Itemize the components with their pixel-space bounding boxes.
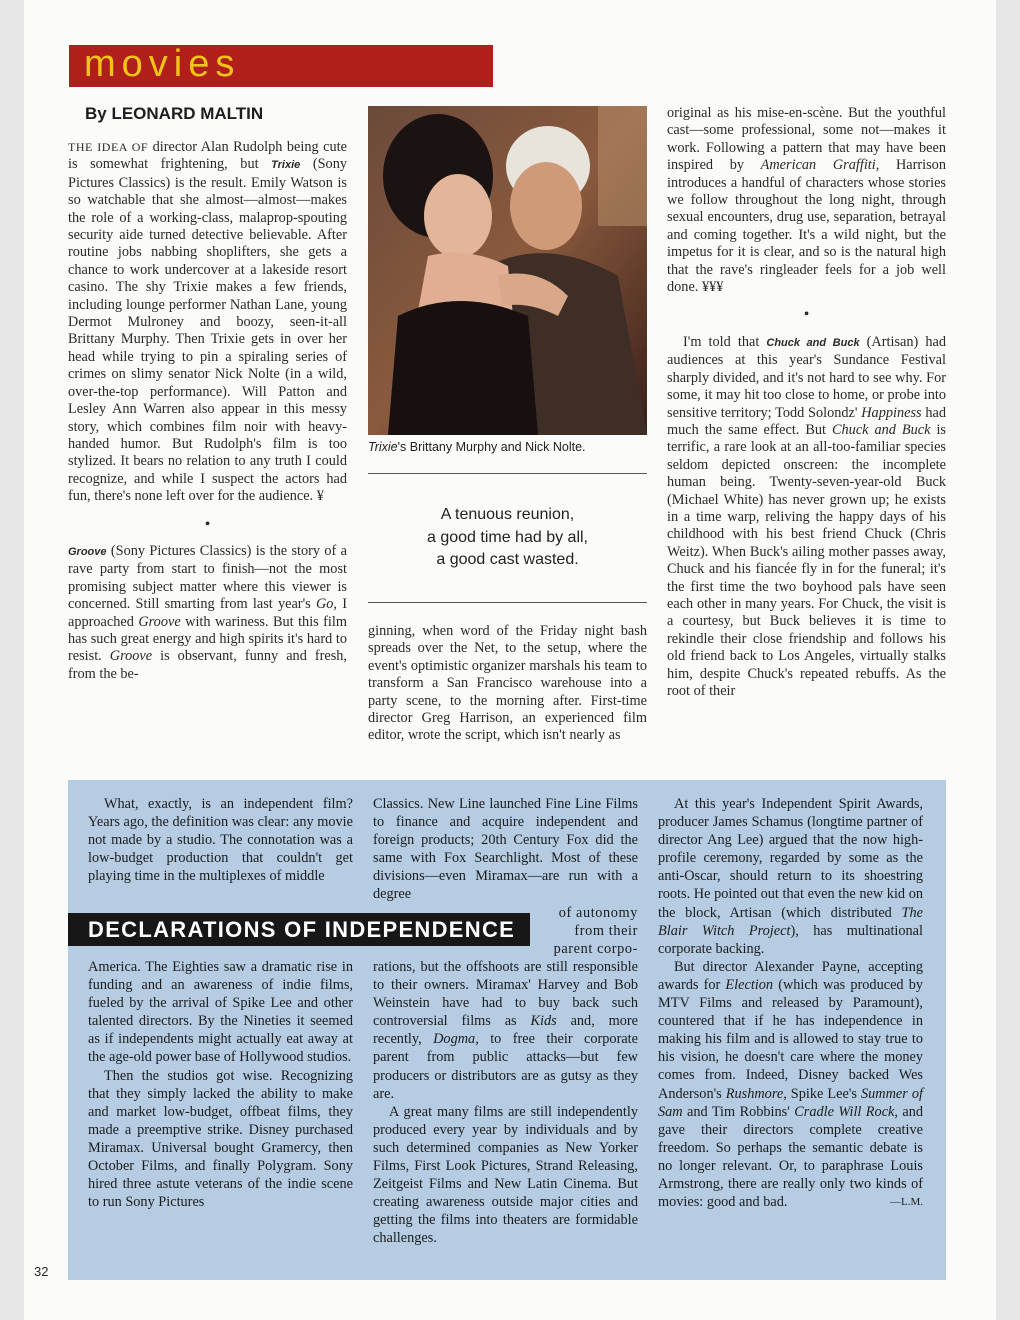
film-title-dogma: Dogma, <box>433 1031 479 1048</box>
film-title-election: Election <box>725 976 774 993</box>
review-text: I approached <box>68 596 348 630</box>
sidebar-text: Spike Lee's <box>786 1085 861 1102</box>
sidebar-text: and, more recently, <box>373 1013 639 1048</box>
review-text: had much the same effect. But <box>667 404 946 438</box>
sidebar-text: At this year's Independent Spirit Awards, producer James Schamus (longtime partner of director Ang Lee) argued that the now high-profile ceremony, regarded by some as the anti-Oscar, should return to its shoestring roots. He pointed out that even the new kid on the block, Artisan (which distributed <box>658 796 923 921</box>
review-text: (Sony Pictures Classics) is the result. Emily Watson is so watchable that she almost—almost—makes the role of a working-class, malaprop-spouting security aide turned detective believable. After routine jobs nabbing shoplifters, she gets a chance to work undercover at a lakeside resort casino. The shy Trixie makes a few friends, including lounge performer Nathan Lane, young Dermot Mulroney and boozy, seen-it-all Brittany Murphy. Then Trixie gets in over her head while trying to pin a spiraling series of crimes on slimy senator Nick Nolte (in a wild, over-the-top performance). Will Patton and Lesley Ann Warren also appear in this messy story, which combines film noir with heavy-handed humor. But Rudolph's film is too stylized. It bears no relation to any truth I could recognize, and while I suspect the actors had fun, there's none left over for the audience. ¥ <box>68 156 348 505</box>
pull-quote-line: a good cast wasted. <box>436 551 579 568</box>
caption-text: 's Brittany Murphy and Nick Nolte. <box>397 440 586 454</box>
pull-quote <box>368 504 647 572</box>
film-title-chuck-and-buck-ref: Chuck and Buck <box>831 421 931 438</box>
film-title-summer-of-sam: Summer of Sam <box>658 1085 923 1120</box>
sidebar-title-text: DECLARATIONS OF INDEPENDENCE <box>88 917 516 942</box>
sidebar-text: to free their corporate parent from public attacks—but few producers or distributors are as gutsy as they are. <box>373 1031 638 1102</box>
pull-quote-line: A tenuous reunion, <box>440 506 575 523</box>
film-still-photo <box>368 106 647 435</box>
review-column-3 <box>667 105 946 700</box>
film-title-trixie: Trixie <box>271 159 301 172</box>
sidebar-text: parent corpo- <box>553 941 638 958</box>
review-text: with wariness. But this film has such great energy and high spirits it's hard to resist. <box>68 613 347 665</box>
sidebar-text: But director Alexander Payne, accepting awards for <box>658 958 923 993</box>
sidebar-text: rations, but the offshoots are still responsible to their owners. Miramax' Harvey and Bob Weinstein have had to buy back such controversial films as <box>373 959 638 1030</box>
section-title: movies <box>84 43 241 85</box>
review-text: (Sony Pictures Classics) is the story of a rave party from start to finish—not the most promising subject matter where this viewer is concerned. Still smarting from last year's <box>68 542 347 613</box>
review-column-1 <box>68 139 347 683</box>
review-text: is terrific, a rare look at an all-too-familiar species seldom depicted onscreen: the incomplete human being. Twenty-seven-year-old Buck (Michael White) has never grown up; he exists in a time warp, reliving the happy days of his childhood with his best friend Chuck (Chris Weitz). When Buck's ailing mother passes away, Chuck and his fiancée fly in for the funeral; it's the first time the two boyhood pals have seen each other in many years. For Chuck, the visit is a courtesy, but Buck believes it is time to rekindle their close friendship and follows his old friend back to Los Angeles, virtually stalks him, despite Chuck's repeated rebuffs. As the root of their <box>667 421 946 699</box>
review-text: Harrison introduces a handful of characters whose stories we follow throughout the long night, through sexual encounters, drug use, separation, betrayal and coming together. It's a wild night, but the impetus for it is clear, and so is the natural high that the rave's ringleader feels for a job well done. ¥¥¥ <box>667 157 946 296</box>
film-title-american-graffiti: American Graffiti, <box>760 157 880 174</box>
sidebar-text: America. The Eighties saw a dramatic rise in funding and an awareness of indie films, fueled by the arrival of Spike Lee and other talented directors. By the Nineties it seemed as if independents might actually eat away at the age-old power base of Hollywood studios. <box>88 959 353 1066</box>
film-title-kids: Kids <box>530 1013 557 1030</box>
review-text: is observant, funny and fresh, from the be- <box>68 648 348 682</box>
review-text: ginning, when word of the Friday night bash spreads over the Net, to the setup, where the event's optimistic organizer marshals his team to transform a San Francisco warehouse into a party scene, to the morning after. First-time director Greg Harrison, an experienced film editor, wrote the script, which isn't nearly as <box>368 623 647 744</box>
author-signature: —L.M. <box>890 1196 923 1209</box>
review-text: I'm told that <box>683 333 767 350</box>
caption-film-title: Trixie <box>368 440 398 454</box>
lead-in: THE IDEA OF <box>68 140 149 154</box>
sidebar-column-1-top <box>88 795 353 885</box>
sidebar-text: What, exactly, is an independent film? Years ago, the definition was clear: any movie not made by a studio. The connotation was a low-budget production that couldn't get playing time in the multiplexes of middle <box>88 796 353 885</box>
film-title-go: Go, <box>315 596 338 613</box>
byline: By LEONARD MALTIN <box>85 104 264 123</box>
film-title-rushmore: Rushmore, <box>725 1085 787 1102</box>
sidebar-column-2-wrap <box>543 904 638 958</box>
sidebar-column-3 <box>658 795 923 1211</box>
pull-quote-line: a good time had by all, <box>427 528 588 546</box>
film-title-cradle-will-rock: Cradle Will Rock, <box>794 1103 898 1120</box>
sidebar-text: of autonomy <box>558 905 638 921</box>
sidebar-column-1-bottom <box>88 958 353 1211</box>
pull-quote-rule-bottom <box>368 602 647 603</box>
sidebar-column-2-top <box>373 795 638 904</box>
sidebar-title <box>68 913 530 946</box>
sidebar-text: Then the studios got wise. Recognizing that they simply lacked the ability to make and market low-budget, offbeat films, they made a preemptive strike. Disney purchased Miramax. Universal bought Gramercy, then October Films, and finally Polygram. Sony hired three astute veterans of the indie scene to run Sony Pictures <box>88 1067 353 1211</box>
photo-caption <box>368 440 586 454</box>
sidebar-text: A great many films are still independently produced every year by individuals and by such determined companies as New Yorker Films, First Look Pictures, Strand Releasing, Zeitgeist Films and New Latin Cinema. But creating awareness outside major cities and getting the films into theaters are formidable challenges. <box>373 1103 638 1247</box>
sidebar-text: and Tim Robbins' <box>682 1103 795 1120</box>
film-title-groove: Groove <box>68 545 107 558</box>
film-title-groove-ref: Groove <box>138 613 181 630</box>
review-text: original as his mise-en-scène. But the youthful cast—some professional, some not—makes it work. Following a pattern that may have been inspired by <box>667 105 946 174</box>
sidebar-text: (which was produced by MTV Films and released by Paramount), countered that if he has independence in making his film and is allowed to stay true to his vision, he doesn't care where the money comes from. Indeed, Disney backed Wes Anderson's <box>658 976 923 1102</box>
sidebar-text: ), has multinational corporate backing. <box>658 922 923 957</box>
sidebar-text: from their <box>574 923 638 940</box>
review-column-2 <box>368 623 647 745</box>
sidebar-text: Classics. New Line launched Fine Line Films to finance and acquire independent and foreign products; 20th Century Fox did the same with Fox Searchlight. Most of these divisions—even Miramax—are run with a degree <box>373 796 638 903</box>
sidebar-text: and gave their directors complete creative freedom. So perhaps the semantic debate is no longer relevant. Or, to paraphrase Louis Armstrong, there are really only two kinds of movies: good and bad. <box>658 1103 924 1211</box>
section-bullet: • <box>204 515 211 533</box>
review-text: director Alan Rudolph being cute is somewhat frightening, but <box>68 139 347 173</box>
film-title-chuck-and-buck: Chuck and Buck <box>766 336 860 349</box>
section-bullet: • <box>803 306 810 324</box>
film-title-happiness: Happiness <box>861 404 922 421</box>
film-title-groove-ref: Groove <box>109 648 153 665</box>
page-number: 32 <box>34 1264 49 1279</box>
pull-quote-rule-top <box>368 473 647 474</box>
review-text: (Artisan) had audiences at this year's Sundance Festival sharply divided, and it's not hard to see why. For some, it may hit too close to home, or probe into sensitive territory; Todd Solondz' <box>667 333 946 421</box>
section-banner <box>69 45 493 87</box>
sidebar-column-2-bottom <box>373 958 638 1248</box>
film-title-blair-witch: The Blair Witch Project <box>658 904 923 939</box>
film-still-illustration <box>368 106 647 435</box>
